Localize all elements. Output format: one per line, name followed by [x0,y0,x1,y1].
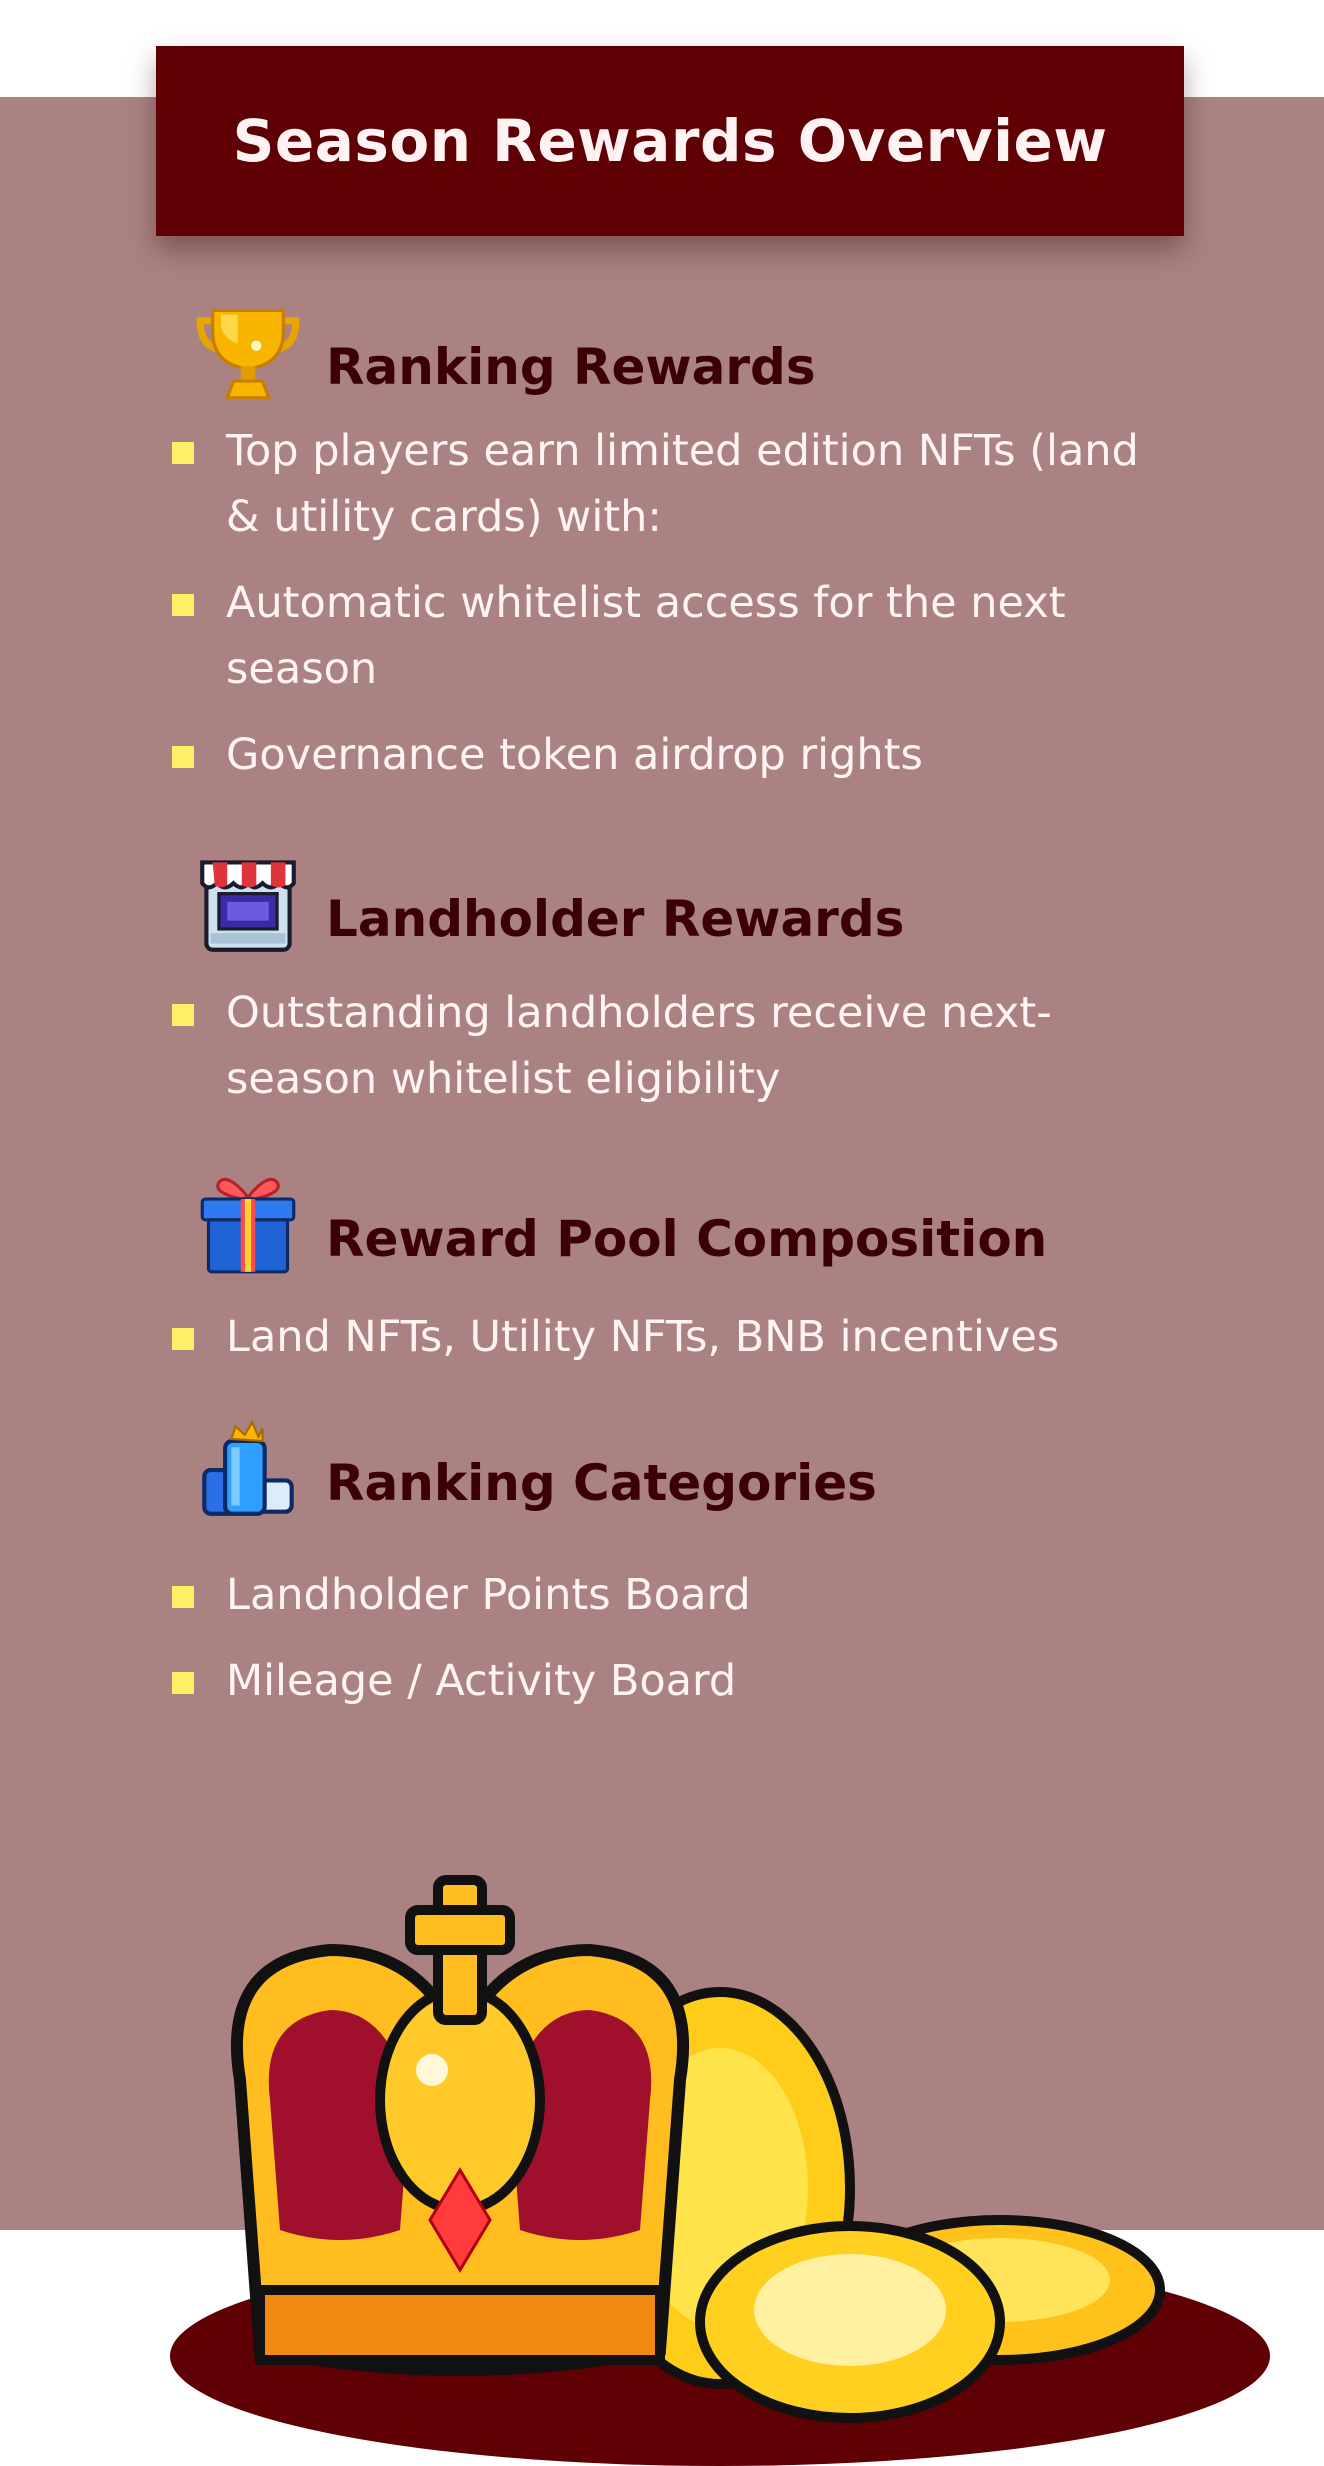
section-ranking-categories [196,1416,877,1520]
list-item [172,1562,1172,1628]
section-reward-pool [196,1172,1047,1276]
bullet-text: Automatic whitelist access for the next season [226,578,1066,694]
list-item [172,570,1172,702]
bullet-text: Landholder Points Board [226,1570,751,1620]
section-title: Ranking Categories [326,1454,877,1512]
gift-icon [196,1172,300,1276]
bullet-marker [172,594,194,616]
bullet-marker [172,1328,194,1350]
list-item [172,1648,1172,1714]
bullet-text: Governance token airdrop rights [226,730,923,780]
list-item [172,980,1172,1112]
bullet-text: Outstanding landholders receive next-season whitelist eligibility [226,988,1052,1104]
page-title: Season Rewards Overview [232,107,1108,175]
list-item [172,1304,1172,1370]
bullet-marker [172,746,194,768]
section-title: Ranking Rewards [326,338,816,396]
bullet-text: Mileage / Activity Board [226,1656,737,1706]
section-title: Landholder Rewards [326,890,905,948]
header-banner [156,46,1184,236]
trophy-icon [196,300,300,404]
bullet-marker [172,1586,194,1608]
section-landholder-rewards [196,852,904,956]
ranking-icon [196,1416,300,1520]
section-title: Reward Pool Composition [326,1210,1048,1268]
list-item [172,418,1172,550]
bullet-marker [172,1672,194,1694]
bullet-marker [172,1004,194,1026]
bullet-text: Land NFTs, Utility NFTs, BNB incentives [226,1312,1060,1362]
list-item [172,722,1172,788]
crown-icon [237,1880,683,2370]
bullet-marker [172,442,194,464]
crown-coins-illustration [160,1870,1280,2466]
shop-icon [196,852,300,956]
bullet-text: Top players earn limited edition NFTs (land & utility cards) with: [226,426,1139,542]
section-ranking-rewards [196,300,816,404]
